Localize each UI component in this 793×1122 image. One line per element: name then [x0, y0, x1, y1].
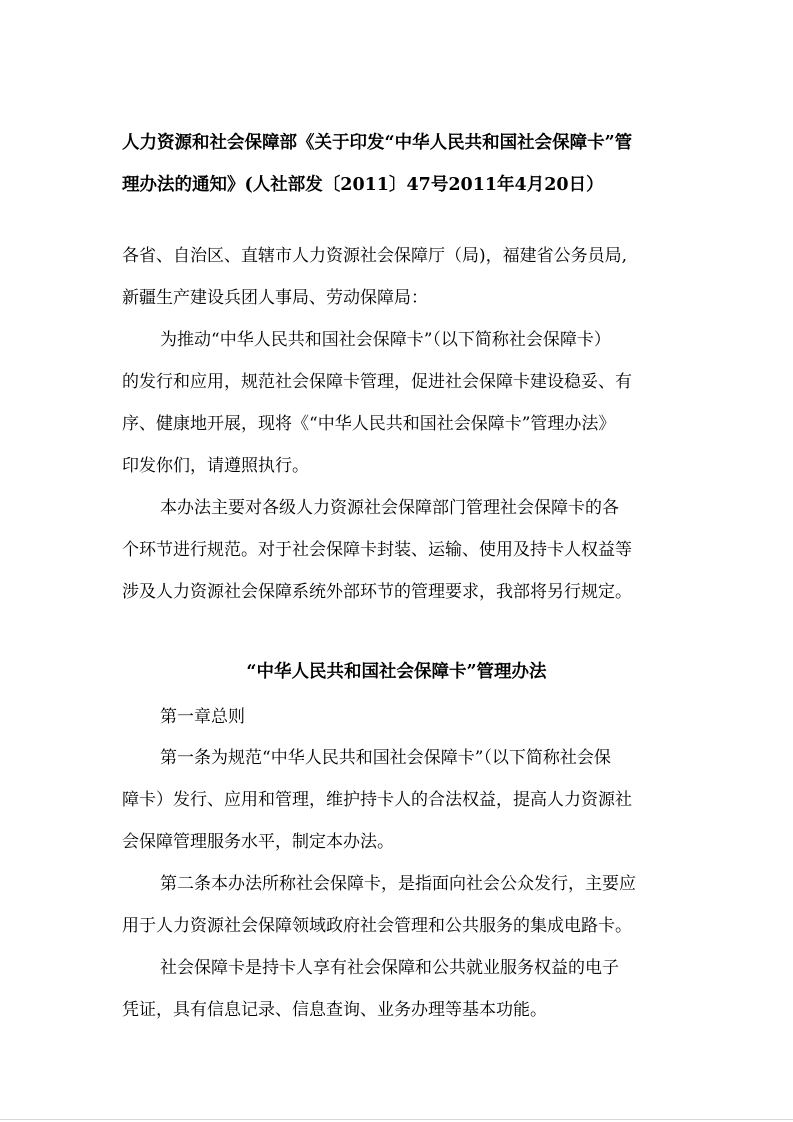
- paragraph-3-line-1: 社会保障卡是持卡人享有社会保障和公共就业服务权益的电子: [160, 958, 619, 978]
- article-1-line-2: 障卡）发行、应用和管理，维护持卡人的合法权益，提高人力资源社: [122, 790, 632, 810]
- paragraph-2-line-2: 个环节进行规范。对于社会保障卡封装、运输、使用及持卡人权益等: [122, 540, 632, 560]
- document-title-line-1: 人力资源和社会保障部《关于印发“中华人民共和国社会保障卡”管: [122, 133, 633, 153]
- paragraph-1-line-3: 序、健康地开展，现将《“中华人民共和国社会保障卡”管理办法》: [122, 414, 616, 434]
- article-2-line-2: 用于人力资源社会保障领域政府社会管理和公共服务的集成电路卡。: [122, 916, 632, 936]
- paragraph-3-line-2: 凭证，具有信息记录、信息查询、业务办理等基本功能。: [122, 1000, 547, 1020]
- article-2-line-1: 第二条本办法所称社会保障卡，是指面向社会公众发行，主要应: [160, 874, 636, 894]
- document-title-line-2: 理办法的通知》(人社部发〔2011〕47号2011年4月20日）: [122, 175, 604, 195]
- paragraph-2-line-1: 本办法主要对各级人力资源社会保障部门管理社会保障卡的各: [160, 498, 619, 518]
- paragraph-2-line-3: 涉及人力资源社会保障系统外部环节的管理要求，我部将另行规定。: [122, 582, 632, 602]
- article-1-line-3: 会保障管理服务水平，制定本办法。: [122, 832, 394, 852]
- chapter-heading: 第一章总则: [160, 707, 245, 727]
- paragraph-1-line-2: 的发行和应用，规范社会保障卡管理，促进社会保障卡建设稳妥、有: [122, 372, 632, 392]
- article-1-line-1: 第一条为规范“中华人民共和国社会保障卡”（以下简称社会保: [160, 748, 611, 768]
- paragraph-1-line-1: 为推动“中华人民共和国社会保障卡”（以下简称社会保障卡）: [160, 330, 611, 350]
- paragraph-1-line-4: 印发你们，请遵照执行。: [122, 456, 309, 476]
- addressee-line-2: 新疆生产建设兵团人事局、劳动保障局：: [122, 288, 428, 308]
- addressee-line-1: 各省、自治区、直辖市人力资源社会保障厅（局)，福建省公务员局,: [122, 246, 628, 266]
- page-bottom-divider: [0, 1119, 793, 1120]
- section-heading: “中华人民共和国社会保障卡”管理办法: [246, 662, 547, 682]
